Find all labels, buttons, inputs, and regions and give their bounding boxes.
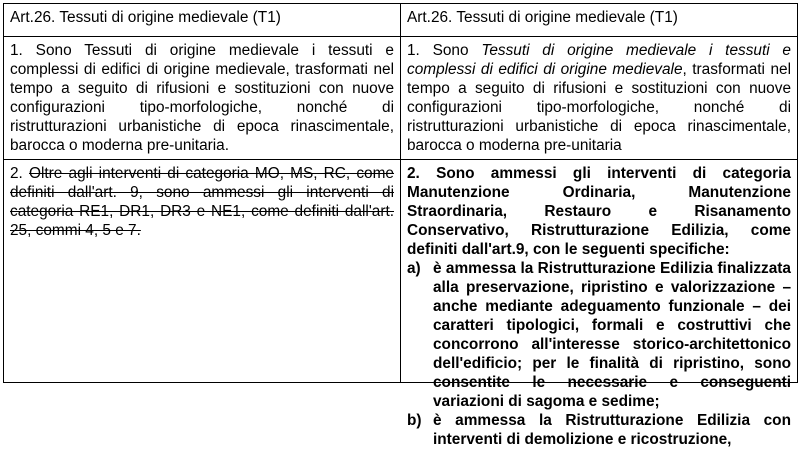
left-paragraph-1 (4, 37, 401, 160)
right-paragraph-1-prefix: 1. Sono (407, 42, 482, 59)
list-item-text: è ammessa la Ristrutturazione Edilizia finalizzata alla preservazione, ripristino e valorizzazione – anche mediante adeguamento funzionale – dei caratteri tipologici, formali e costruttivi che concorrono all'interesse storico-architettonico dell'edificio; per le finalità di ripristino, sono consentite le necessarie e conseguenti variazioni di sagoma e sedime; (433, 260, 791, 410)
list-item (407, 259, 791, 411)
left-paragraph-2 (4, 160, 401, 383)
right-paragraph-2-body (407, 164, 791, 448)
list-item-text: è ammessa la Ristrutturazione Edilizia con interventi di demolizione e ricostruzione, (433, 412, 791, 448)
left-paragraph-2-body (10, 164, 394, 378)
right-paragraph-2-intro: 2. Sono ammessi gli interventi di categoria Manutenzione Ordinaria, Manutenzione Straordinaria, Restauro e Risanamento Conservativo, Ristrutturazione Edilizia, come definiti dall'art.9, con le seguenti specifiche: (407, 165, 791, 258)
right-header-cell (401, 4, 798, 37)
specifiche-list (407, 259, 791, 449)
list-item-marker: b) (407, 412, 422, 429)
left-paragraph-2-number: 2. (10, 165, 30, 182)
left-paragraph-1-text: 1. Sono Tessuti di origine medievale i tessuti e complessi di edifici di origine medievale, trasformati nel tempo a seguito di rifusioni e sostituzioni con nuove configurazioni tipo-morfologiche, nonché di ristrutturazioni urbanistiche di epoca rinascimentale, barocca o moderna pre-unitaria. (10, 42, 394, 154)
comparison-table (3, 3, 798, 448)
paragraph-1-row (4, 37, 798, 160)
right-paragraph-1-italic: Tessuti di origine medievale i tessuti e complessi di edifici di origine medievale (407, 42, 791, 78)
header-row (4, 4, 798, 37)
right-paragraph-2 (401, 160, 798, 448)
list-item (407, 411, 791, 449)
right-paragraph-1 (401, 37, 798, 160)
left-header-cell (4, 4, 401, 37)
right-article-title: Art.26. Tessuti di origine medievale (T1) (407, 9, 678, 26)
list-item-marker: a) (407, 260, 421, 277)
right-paragraph-1-rest: , trasformati nel tempo a seguito di rifusioni e sostituzioni con nuove configurazioni tipo-morfologiche, nonché di ristrutturazioni urbanistiche di epoca rinascimentale, barocca o moderna pre-unitaria (407, 61, 791, 154)
paragraph-2-row (4, 160, 798, 383)
left-paragraph-2-deleted-text: Oltre agli interventi di categoria MO, MS, RC, come definiti dall'art. 9, sono ammessi gli interventi di categoria RE1, DR1, DR3 e NE1, come definiti dall'art. 25, commi 4, 5 e 7. (10, 165, 394, 239)
left-article-title: Art.26. Tessuti di origine medievale (T1) (10, 9, 281, 26)
